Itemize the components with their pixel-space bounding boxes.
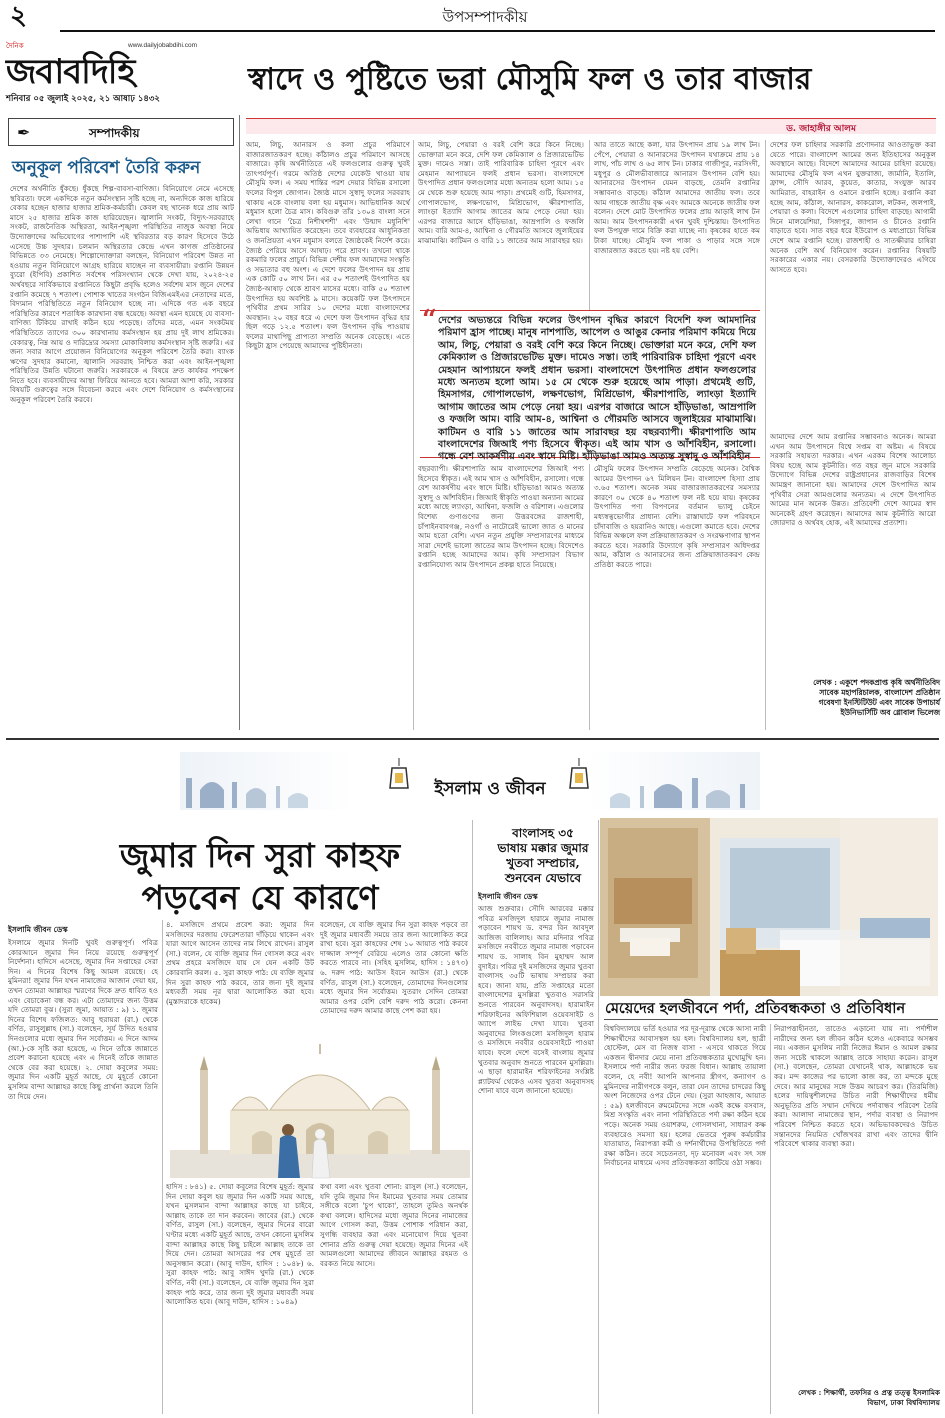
masthead-logo: জবাবদিহি <box>6 52 135 92</box>
islam2-desk: ইসলামি জীবন ডেস্ক <box>478 892 538 901</box>
islam3-col-1: বিশ্ববিদ্যালয়ে ভর্তি হওয়ার পর দূর-দূরান্ত থেকে আসা নারী শিক্ষার্থীদের আবাসস্থল হয় হল। বিশ্ববিদ্যালয় হল, ছাত্রী হোস্টেল, মেস বা নিজস্ব বাসা - এসবে থাকতে গিয়ে একজন দ্বীনদার মেয়ে নানা প্রতিবন্ধকতার মুখোমুখি হন। ইসলামে পর্দা নারীর জন্য ফরজ বিধান। আল্লাহ তায়ালা বলেন, হে নবী! আপনি আপনার স্ত্রীগণ, কন্যাগণ ও মুমিনদের নারীগণকে বলুন, তারা যেন তাদের চাদরের কিছু অংশ নিজেদের ওপর টেনে দেয়। (সুরা আহজাব, আয়াত : ৫৯) হলজীবনে রুমমেটদের সঙ্গে একই কক্ষে বসবাস, মিশ্র সংস্কৃতি এবং নানা পরিস্থিতিতে পর্দা রক্ষা কঠিন হয়ে পড়ে। অনেক সময় ওয়াশরুম, গোসলখানা, সাধারণ কক্ষ ব্যবহারেও সমস্যা হয়। হলের ভেতরে পুরুষ কর্মচারীর যাতায়াত, নিরাপত্তা কর্মী ও দর্শনার্থীদের উপস্থিতিতে পর্দা রক্ষা কঠিন। তবে সচেতনতা, দৃঢ় মনোবল এবং সৎ সঙ্গ নির্বাচনের মাধ্যমে এসব প্রতিবন্ধকতা কাটিয়ে ওঠা সম্ভব। <box>604 1024 766 1168</box>
rule <box>604 1019 938 1020</box>
lantern-icon <box>566 758 592 798</box>
mosque-skyline-left <box>180 760 330 808</box>
bio-line: ইউনিভার্সিটি অব গ্লোবাল ভিলেজ <box>840 708 940 717</box>
mosque-skyline-right <box>600 760 760 808</box>
page-number: ২ <box>10 1 27 31</box>
islam3-author-line: লেখক : শিক্ষার্থী, তফসির ও প্রত্ন তত্ত্ব ইসলামিক <box>798 1388 940 1397</box>
author-bio <box>735 678 940 730</box>
islam-banner <box>180 752 760 810</box>
mosque-illustration <box>170 1030 470 1178</box>
banner-title: ইসলাম ও জীবন <box>434 779 546 799</box>
islam2-head-line: শুনবেন যেভাবে <box>504 871 582 885</box>
lead-col-3b: মৌসুমি ফলের উৎপাদন সম্প্রতি বেড়েছে অনেক। বৈশ্বিক আমের উৎপাদন ৬৭ মিলিয়ন টন। বাংলাদেশ হিস্যা প্রায় ৩.৬৫ শতাংশ। অনেক সময় বাজারজাতকরণের সমস্যার কারণে ৩০ থেকে ৪০ শতাংশ ফল নষ্ট হয়ে যায়। কৃষকের উৎপাদিত পণ্য বিপণনের বর্তমান ভ্যালু চেইনে মধ্যস্বত্বভোগীর প্রাধান্য বেশি। রাস্তাঘাটে ফল পরিবহনে চাঁদাবাজি ও হয়রানিও আছে। এগুলো কমাতে হবে। দেশের বিভিন্ন অঞ্চলে ফল প্রক্রিয়াজাতকরণ ও সংরক্ষণাগার স্থাপন করতে হবে। সরকারি উদ্যোগে কৃষি সম্প্রসারণ অধিদপ্তর আম, কাঁঠাল ও আনারসের জন্য প্রক্রিয়াজাতকরণ কেন্দ্র প্রতিষ্ঠা করতে পারে। <box>594 464 760 569</box>
islam2-body: আজ শুক্রবার। সৌদি আরবের মক্কার পবিত্র মসজিদুল হারামে জুমার নামাজ পড়াবেন শায়খ ড. বন্দর বিন আবদুল আজিজ বালিলাহ। আর মদিনার পবিত্র মসজিদে নববীতে জুমার নামাজ পড়াবেন শায়খ ড. সালাহ বিন মুহাম্মদ আল বুদাইর। পবিত্র দুই মসজিদের জুমার খুতবা বাংলাসহ ৩৫টি ভাষায় সম্প্রচার করা হবে। জানা যায়, প্রতি সপ্তাহের মতো বাংলাদেশের মুসল্লিরা খুতবাও সরাসরি শুনতে পারবেন অনুবাদসহ। হারামাইন শরিফাইনের অফিশিয়াল ওয়েবসাইট ও অ্যাপে লাইভ দেখা যাবে। খুতবা অনুবাদের লিংকগুলো মসজিদুল হারাম ও মসজিদে নববীর ওয়েবসাইটে পাওয়া যাবে। ফলে দেশে বসেই বাংলায় জুমার খুতবার অনুবাদ শুনতে পারবেন মুসল্লিরা। এ ছাড়া হারামাইন শরিফাইনের সংশ্লিষ্ট প্ল্যাটফর্ম থেকেও এসব খুতবা অনুবাদসহ শোনা যাবে বলে জানানো হয়েছে। <box>478 904 594 1096</box>
masthead-date: শনিবার ০৫ জুলাই ২০২৫, ২১ আষাঢ় ১৪৩২ <box>6 94 160 104</box>
editorial-label: সম্পাদকীয় <box>89 126 140 140</box>
islam1-col-2b: হাদিস : ৮৪১) ৫. দোয়া কবুলের বিশেষ মুহূর্ত: জুমার দিন দোয়া কবুল হয় জুমার দিন একটি সময় আছে, যখন মুসলমান বান্দা আল্লাহর কাছে যা চাইবে, আল্লাহ তাকে তা দান করবেন। জাবের (রা.) থেকে বর্ণিত, রাসুল (সা.) বলেছেন, জুমার দিনের বারো ঘণ্টার মধ্যে একটি মুহূর্ত আছে, তখন কোনো মুসলিম বান্দা আল্লাহর কাছে কিছু চাইলে আল্লাহ তাকে তা দিয়ে দেন। তোমরা আসরের পর শেষ মুহূর্তে তা অনুসন্ধান করো। (আবু দাউদ, হাদিস : ১০৪৮) ৬. সুরা কাহফ পাঠ: আবু সাঈদ খুদরি (রা.) থেকে বর্ণিত, নবী (সা.) বলেছেন, যে ব্যক্তি জুমার দিন সুরা কাহফ পাঠ করে, তার জন্য দুই জুমার মধ্যবর্তী সময় আলোকিত হবে। (আবু দাউদ, হাদিস : ১০৪৯) <box>166 1182 314 1307</box>
masthead-tag: দৈনিক <box>6 42 24 50</box>
lead-col-3: আর তাতে আছে কলা, যার উৎপাদন প্রায় ১৯ লাখ টন। পেঁপে, পেয়ারা ও আনারসের উৎপাদন যথাক্রমে প্রায় ১৪ লাখ, পাঁচ লাখ ও ৬৫ লাখ টন। ঢাকার গাজীপুর, নরসিংদী, মধুপুর ও মৌলভীবাজারে আনারস উৎপাদন বেশি হয়। আনারসের উৎপাদন যেমন বাড়ছে, তেমনি রপ্তানির সম্ভাবনাও বাড়ছে। কাঁঠাল আমাদের জাতীয় ফল। তবে আম গাছকে জাতীয় বৃক্ষ এবং আমকে অনেকে জাতীয় ফল বলেন। দেশে মোট উৎপাদিত ফলের প্রায় আড়াই লাখ টন আম। আম উৎপাদনকারী এখন খুবই দুশ্চিন্তায়। উৎপাদিত ফল উপযুক্ত দামে বিক্রি করা যাচ্ছে না। কৃষকের হাতে কম টাকা যাচ্ছে। মৌসুমি ফল পাকা ও পাড়ার সঙ্গে সঙ্গে বাজারজাত করতে হয়। নষ্ট হয় বেশি। <box>594 140 760 255</box>
section-rule <box>6 738 939 740</box>
islam1-col-2: ৪. মসজিদে প্রথমে প্রবেশ করা: জুমার দিন মসজিদের দরজায় ফেরেশতারা দাঁড়িয়ে থাকেন এবং যারা আগে আসেন তাদের নাম লিখে রাখেন। রাসুল (সা.) বলেন, যে ব্যক্তি জুমার দিন গোসল করে এবং প্রথম প্রহরে মসজিদে যায় সে যেন একটি উট কোরবানি করল। ৫. সুরা কাহফ পাঠ: যে ব্যক্তি জুমার দিন সুরা কাহফ পাঠ করবে, তার জন্য দুই জুমার মধ্যবর্তী সময় নূর দ্বারা আলোকিত করা হবে। (মুস্তাদরাকে হাকেম) <box>166 920 314 1006</box>
editorial-label-box <box>8 118 234 146</box>
masthead-url: www.dailyjobabdihi.com <box>128 42 198 49</box>
islam2-head-line: ভাষায় মক্কার জুমার <box>497 841 589 855</box>
author-bar <box>246 118 936 134</box>
col-divider <box>589 140 590 310</box>
bio-line: লেখক : একুশে পদকপ্রাপ্ত কৃষি অর্থনীতিবিদ <box>813 678 940 687</box>
col-divider <box>598 820 599 1414</box>
islam1-desk: ইসলামি জীবন ডেস্ক <box>8 925 68 934</box>
islam1-col-1: ইসলামে জুমার দিনটি খুবই গুরুত্বপূর্ণ। পবিত্র কোরআনে জুমার দিন নিয়ে রয়েছে গুরুত্বপূর্ণ নির্দেশনা। হাদিসে এসেছে, জুমার দিন সপ্তাহের সেরা দিন। এ দিনের বিশেষ কিছু আমল রয়েছে। হে মুমিনরা! জুমার দিন যখন নামাজের আজান দেয়া হয়, তখন তোমরা আল্লাহর স্মরণের দিকে দ্রুত ধাবিত হও এবং বেচাকেনা বন্ধ কর। এটা তোমাদের জন্য উত্তম যদি তোমরা বুঝ। (সুরা জুমা, আয়াত : ৯) ১. জুমার দিনের বিশেষ ফজিলত: আবু হুরায়রা (রা.) থেকে বর্ণিত, রাসুলুল্লাহ (সা.) বলেছেন, সূর্য উদিত হওয়ার দিনগুলোর মধ্যে জুমার দিন সর্বোত্তম। এ দিনে আদম (আ.)-কে সৃষ্টি করা হয়েছে, এ দিনে তাঁকে জান্নাতে প্রবেশ করানো হয়েছে এবং এ দিনেই তাঁকে জান্নাত থেকে বের করা হয়েছে। ২. দোয়া কবুলের সময়: জুমার দিন একটি মুহূর্ত আছে, যে মুহূর্তে কোনো মুসলিম বান্দা আল্লাহর কাছে কিছু প্রার্থনা করলে তিনি তা দিয়ে দেন। <box>8 938 158 1101</box>
masthead <box>6 40 236 108</box>
pen-icon: ✒ <box>17 123 31 142</box>
author-name: ড. জাহাঙ্গীর আলম <box>786 124 856 134</box>
lantern-icon <box>386 758 412 798</box>
islam1-headline-line1: জুমার দিন সুরা কাহফ <box>119 836 401 875</box>
col-divider <box>765 140 766 730</box>
editorial-body: দেশের অর্থনীতি ধুঁকছে। ধুঁকছে শিল্প-বাবসা-বাণিজ্য। বিনিয়োগে নেমে এসেছে স্থবিরতা। ফলে একদিকে নতুন কর্মসংস্থান সৃষ্টি হচ্ছে না, অন্যদিকে কাজ হারিয়ে বেকার হচ্ছেন হাজার হাজার শ্রমিক-কর্মচারী। কেবল বছ খানেক ধরে প্রায় আট মাসে ২৫ হাজার শ্রমিক কাজ হারিয়েছেন। জ্বালানি সংকট, বিদ্যুৎ-সরবরাহে সংকট, রাজনৈতিক অস্থিরতা, আইন-শৃঙ্খলা পরিস্থিতির নাজুক অবস্থা নিয়ে উদ্যোক্তাদের অভিযোগের পাশাপাশি এই স্থবিরতার বড় কারণ হিসেবে উঠে এসেছে উচ্চ সুদহার। চলমান অস্থিরতার কেন্দ্রে এখন কাগজ প্রতিষ্ঠানের বিভিন্নতে ৩৩ নেমেছে। শিল্পোদ্যোক্তারা বলছেন, বিনিয়োগ পরিবেশ উন্নত না হওয়ায় নতুন বিনিয়োগে আগ্রহ হারিয়ে যাচ্ছেন না ব্যবসায়ীরা। রপ্তানি উন্নয়ন ব্যুরো (ইপিবি) প্রকাশিত সর্বশেষ পরিসংখ্যান থেকে দেখা যায়, ২০২৪-২৫ অর্থবছরে সার্বিকভাবে রপ্তানিতে কিছুটা প্রবৃদ্ধি হলেও সর্বশেষ মাস জুনে দেশের রপ্তানি কমেছে ৭ শতাংশ। পোশাক খাতের সংগঠন বিজিএমইএর নেতাদের মতে, বিদ্যমান পরিস্থিতিতে নতুন বিনিয়োগ হচ্ছে না। এদিকে গত এক বছরে পরিস্থিতির কারণে শতাধিক কারখানা বন্ধ হয়েছে। অবস্থা এমন হয়েছে যে ব্যবসা-বাণিজ্য টিকিয়ে রাখাই কঠিন হয়ে পড়েছে। তাঁদের মতে, এমন সংকটময় পরিস্থিতিতে ত্যাগের ৩০০ কারখানায় কর্মসংস্থান হয় প্রায় দুই লাখ শ্রমিকের। বেকারত্ব, নিম্ন আয় ও দারিদ্র্যের সমস্যা মোকাবিলায় কর্মসংস্থান সৃষ্টি জরুরি। এর জন্য সবার আগে প্রয়োজন বিনিয়োগের অনুকূল পরিবেশ তৈরি করা। ব্যাংক ঋণের সুদহার কমানো, জ্বালানি সরবরাহ নিশ্চিত করা এবং আইন-শৃঙ্খলা পরিস্থিতির উন্নতি ঘটানো জরুরি। সরকারকে এ বিষয়ে দ্রুত কার্যকর পদক্ষেপ নিতে হবে। ব্যবসায়ীদের আস্থা ফিরিয়ে আনতে হবে। আমরা আশা করি, সরকার বিষয়টি গুরুত্বের সঙ্গে বিবেচনা করবে এবং দেশে বিনিয়োগ ও কর্মসংস্থানের অনুকূল পরিবেশ তৈরি করবে। <box>10 184 234 405</box>
islam2-head-line: খুতবা সম্প্রচার, <box>506 856 580 870</box>
islam1-col-3: বলেছেন, যে ব্যক্তি জুমার দিন সুরা কাহফ পড়বে তা দুই জুমার মধ্যবর্তী সময়ে তার জন্য আলোকিত করে রাখা হবে। সুরা কাহফের শেষ ১০ আয়াত পাঠ করবে দাজ্জাল সম্পূর্ণ বেরিয়ে এলেও তার কোনো ক্ষতি করতে পারবে না। (সহিহ মুসলিম, হাদিস : ১৪৭৩) ৬. দরুদ পাঠ: আউস ইবনে আউস (রা.) থেকে বর্ণিত, রাসুল (সা.) বলেছেন, তোমাদের দিনগুলোর মধ্যে জুমার দিন সর্বোত্তম। সুতরাং সেদিন তোমরা আমার ওপর বেশি বেশি দরুদ পাঠ করো। কেননা তোমাদের দরুদ আমার কাছে পেশ করা হয়। <box>320 920 468 1016</box>
islam3-headline: মেয়েদের হলজীবনে পর্দা, প্রতিবন্ধকতা ও প্রতিবিধান <box>605 1000 906 1017</box>
col-divider <box>472 820 473 1414</box>
lead-col-4: দেশের ফল চাহিদার সরকারি প্রণোদনার আওতাভুক্ত করা যেতে পারে। বাংলাদেশ আমের জন্য ইতিহাসের অনুকূল অবস্থানে আছে। বিদেশে আমাদের আমের চাহিদা রয়েছে। আমাদের মৌসুমি ফল এখন যুক্তরাজ্য, জার্মানি, ইতালি, ফ্রান্স, সৌদি আরব, কুয়েত, কাতার, সংযুক্ত আরব আমিরাত, বাহরাইন ও ওমানে রপ্তানি হচ্ছে। রপ্তানি করা হচ্ছে আম, কাঁঠাল, আনারস, কাকরোল, লটকন, জলপাই, পেয়ারা ও কলা। বিদেশে এগুলোর চাহিদা বাড়ছে। আগামী দিনে মালয়েশিয়া, সিঙ্গাপুর, জাপান ও চীনেও রপ্তানি বাড়াতে হবে। সাত বছর ধরে ইউরোপ ও মধ্যপ্রাচ্যে বিভিন্ন দেশে আম রপ্তানি হচ্ছে। রাজশাহী ও সাতক্ষীরার চাষিরা অনেক বেশি অর্থ বিনিয়োগ করেন। রপ্তানির বিষয়টি সরকারের একার নয়। বেসরকারি উদ্যোক্তাদেরও এগিয়ে আসতে হবে। <box>770 140 936 274</box>
pull-quote: দেশের অভ্যন্তরে বিভিন্ন ফলের উৎপাদন বৃদ্ধির কারণে বিদেশি ফল আমদানির পরিমাণ হ্রাস পাচ্ছে। মানুষ নাশপাতি, আপেল ও আঙুর কেনার পরিমাণ কমিয়ে দিয়ে আম, লিচু, পেয়ারা ও বরই বেশি করে কিনে নিচ্ছে। ভোক্তারা মনে করে, দেশি ফল কেমিক্যাল ও প্রিজারভেটিভ মুক্ত। দামেও সস্তা। তাই পারিবারিক চাহিদা পূরণে এবং মেহমান আপ্যায়নে ফলই প্রধান ভরসা। বাংলাদেশে উৎপাদিত প্রধান ফলগুলোর মধ্যে অন্যতম হলো আম। ১৫ মে থেকে শুরু হয়েছে আম পাড়া। প্রথমেই গুটি, হিমসাগর, গোপালভোগ, লক্ষণভোগ, মিশ্রিভোগ, ক্ষীরশাপাতি, ল্যাংড়া ইত্যাদি আগাম জাতের আম পেড়ে নেয়া হয়। এরপর বাজারে আসে হাঁড়িভাঙা, আম্রপালি ও ফজলি আম। বারি আম-৪, আশ্বিনা ও গৌরমতি আসবে জুলাইয়ের মাঝামাঝি। কাটিমন ও বারি ১১ জাতের আম সারাবছর হয় বছরব্যাপী। ক্ষীরশাপাতি আম বাংলাদেশের জিআই পণ্য হিসেবে স্বীকৃত। এই আম খাস ও আঁশবিহীন, রসালো। গন্ধে বেশ আকর্ষণীয় এবং স্বাদে মিষ্টি। হাঁড়িভাঙা আমও অত্যন্ত সুস্বাদু ও আঁশবিহীন <box>438 315 756 463</box>
islam3-col-2: নিরাপত্তাহীনতা, তাতেও এড়ানো যায় না। পর্দাশীল নারীদের জন্য হল জীবন কঠিন হলেও একেবারে অসম্ভব নয়। একজন মুসলিম নারী নিজের ঈমান ও আমল রক্ষার জন্য সচেষ্ট থাকলে আল্লাহ তাকে সাহায্য করেন। রাসুল (সা.) বলেছেন, তোমরা যেখানেই থাক, আল্লাহকে ভয় কর। মন্দ কাজের পর ভালো কাজ কর, তা মন্দকে মুছে দেবে। আর মানুষের সঙ্গে উত্তম আচরণ কর। (তিরমিজি) হলের দায়িত্বশীলদের উচিত নারী শিক্ষার্থীদের ধর্মীয় অনুভূতির প্রতি সম্মান দেখিয়ে পর্দাবান্ধব পরিবেশ তৈরি করা। আলাদা নামাজের স্থান, পর্দার ব্যবস্থা ও নিরাপদ পরিবেশ নিশ্চিত করতে হবে। অভিভাবকদেরও উচিত সন্তানদের নিয়মিত খোঁজখবর রাখা এবং তাদের দ্বীনি পরিবেশে থাকার ব্যবস্থা করা। <box>774 1024 938 1149</box>
col-divider <box>770 1024 771 1414</box>
bio-line: গবেষণা ইনস্টিটিউট এবং সাবেক উপাচার্য <box>818 698 940 707</box>
lead-col-2: আম, লিচু, পেয়ারা ও বরই বেশি করে কিনে নিচ্ছে। ভোক্তারা মনে করে, দেশি ফল কেমিক্যাল ও প্রিজারভেটিভ মুক্ত। দামেও সস্তা। তাই পারিবারিক চাহিদা পূরণে এবং মেহমান আপ্যায়নে ফলই প্রধান ভরসা। বাংলাদেশে উৎপাদিত প্রধান ফলগুলোর মধ্যে অন্যতম হলো আম। ১৫ মে থেকে শুরু হয়েছে আম পাড়া। প্রথমেই গুটি, হিমসাগর, গোপালভোগ, লক্ষণভোগ, মিশ্রিভোগ, ক্ষীরশাপাতি, ল্যাংড়া ইত্যাদি আগাম জাতের আম পেড়ে নেয়া হয়। এরপর বাজারে আসে হাঁড়িভাঙা, আম্রপালি ও ফজলি আম। বারি আম-৪, আশ্বিনা ও গৌরমতি আসবে জুলাইয়ের মাঝামাঝি। কাটিমন ও বারি ১১ জাতের আম সারাবছর হয়। <box>418 140 584 245</box>
bio-line: সাবেক মহাপরিচালক, বাংলাদেশ প্রতিষ্ঠান <box>819 688 940 697</box>
lead-col-4b: আমাদের দেশে আম রপ্তানির সম্ভাবনাও অনেক। আমরা এখন আম উৎপাদনে বিশ্বে সপ্তম বা অষ্টম। এ বিষয়ে সরকারি সহায়তা দরকার। এখন এরকম বিশেষ আলোচ্য বিষয় হচ্ছে আম কুটনীতি। গত বছর জুন মাসে সরকারি উদ্যোগে বিভিন্ন দেশের রাষ্ট্রপ্রধানের রাজবাড়ির বিশেষ আমন্ত্রণ জানানো হয়। আমাদের দেশে উৎপাদিত আম পৃথিবীর সেরা আমগুলোর অন্যতম। এ দেশে উৎপাদিত আমের মান অনেক উন্নত। প্রতিবেশী দেশে আমের স্বাদ অনেকেই গ্রহণ করেছেন। আমাদের আম কুটনীতি আরো জোরদার ও অর্থবহ হোক, এই আমাদের প্রত্যাশা। <box>770 432 936 528</box>
section-label: উপসম্পাদকীয় <box>442 8 528 26</box>
lead-headline: স্বাদে ও পুষ্টিতে ভরা মৌসুমি ফল ও তার বাজার <box>248 62 812 97</box>
col-divider <box>589 464 590 730</box>
quote-icon: “ <box>422 305 437 335</box>
col-divider <box>413 140 414 730</box>
col-divider <box>162 920 163 1414</box>
hall-room-photo <box>600 818 938 996</box>
mosque-image <box>170 1030 470 1178</box>
islam2-headline <box>478 826 608 886</box>
lead-col-1: আম, লিচু, আনারস ও কলা প্রচুর পরিমাণে বাজারজাতকরণ হচ্ছে। কাঁঠালও প্রচুর পরিমাণে আসছে বাজারে। কৃষি অর্থনীতিতে এই ফলগুলোর গুরুত্ব খুবই তাৎপর্যপূর্ণ। গরমে অতিষ্ঠ দেশের যেকেউ খাওয়া যায় মৌসুমি ফল। এ সময় শান্তির পরশ দেয়ার বিভিন্ন রসালো ফলের বিপুল জোগান। জ্যৈষ্ঠ মাসে সুস্বাদু ফলের সরবরাহ থাকায় একে বাংলায় বলা হয় মধুমাস। আভিধানিক অর্থে মধুমাস হলো চৈত্র মাস। কবিগুরু তাঁর ১৩০৪ বাংলা সনে লেখা গানে 'চৈত্র নিশীথশশী' এবং 'উন্মাদ মধুনিশি' অভিধায় আখ্যায়িত করেছেন। তবে ব্যবহারের আধুনিকতা ও জনপ্রিয়তা এখন মধুমাস বলতে জ্যৈষ্ঠকেই নির্দেশ করে। জ্যৈষ্ঠ পেরিয়ে আসে আষাঢ়। পরে শ্রাবণ। তখনো থাকে রকমারি ফলের প্রাচুর্য। বিভিন্ন দেশীয় ফল আমাদের সংস্কৃতি ও সভ্যতার বহু অংশ। এ দেশে ফলের উৎপাদন হয় প্রায় এক কোটি ৫০ লাখ টন। এর ৫০ শতাংশই উৎপাদিত হয় জ্যৈষ্ঠ-আষাঢ় থেকে শ্রাবণ মাসের মধ্যে। বাকি ৫০ শতাংশ উৎপাদিত হয় অবশিষ্ট ৯ মাসে। কয়েকটি ফল উৎপাদনে পৃথিবীর প্রথম সারির ১০ দেশের মধ্যে বাংলাদেশের অবস্থান। ২০ বছর ধরে এ দেশে ফল উৎপাদন বৃদ্ধির হার ছিল গড়ে ১২.৫ শতাংশ। ফল উৎপাদন বৃদ্ধি পাওয়ায় ফলের মাথাপিছু প্রাপ্যতা সম্প্রতি অনেক বেড়েছে। এতে কিছুটা হ্রাস পেয়েছে আমাদের পুষ্টিহীনতা। <box>246 140 410 351</box>
header-rule <box>60 30 935 32</box>
islam2-head-line: বাংলাসহ ৩৫ <box>512 826 574 840</box>
islam3-author <box>740 1388 940 1408</box>
editorial-headline: অনুকূল পরিবেশ তৈরি করুন <box>12 158 201 178</box>
islam3-author-line: বিভাগ, ঢাকা বিশ্ববিদ্যালয় <box>867 1398 940 1407</box>
room-image <box>600 818 938 996</box>
editorial-divider <box>239 115 240 730</box>
lead-col-2b: বছরব্যাপী। ক্ষীরশাপাতি আম বাংলাদেশের জিআই পণ্য হিসেবে স্বীকৃত। এই আম খাস ও আঁশবিহীন, রসালো। গন্ধে বেশ আকর্ষণীয় এবং স্বাদে মিষ্টি। হাঁড়িভাঙা আমও অত্যন্ত সুস্বাদু ও আঁশবিহীন। জিআই স্বীকৃতি পাওয়া অন্যান্য আমের মধ্যে আছে ল্যাংড়া, আশ্বিনা, ফজলি ও বরিশাল। এগুলোর বিশেষ্য গুণাগুণের জন্য উত্তরবঙ্গের রাজশাহী, চাঁপাইনবাবগঞ্জ, নওগাঁ ও নাটোরেই ভালো জাত ও মানের আম হতো বেশি। এখন নতুন প্রযুক্তি সম্প্রসারণের মাধ্যমে সারা দেশেই ভালো জাতের আম উৎপাদন হচ্ছে। বিদেশেও রপ্তানি হচ্ছে আমাদের আম। কৃষি সম্প্রসারণ বিভাগ রপ্তানিযোগ্য আম উৎপাদনে প্রকল্প হাতে নিয়েছে। <box>418 464 585 569</box>
islam1-headline-line2: পড়বেন যে কারণে <box>141 878 379 917</box>
pull-quote-box <box>420 305 760 463</box>
islam1-col-3b: কথা বলা এবং খুতবা শোনা: রাসুল (সা.) বলেছেন, যদি তুমি জুমার দিন ইমামের খুতবার সময় তোমার সঙ্গীকে বলো 'চুপ থাকো', তাহলে তুমিও অনর্থক কথা বললে। হাদিসের মধ্যে জুমার দিনের নামাজের আগে গোসল করা, উত্তম পোশাক পরিধান করা, সুগন্ধি ব্যবহার করা এবং মনোযোগ দিয়ে খুতবা শোনার প্রতি গুরুত্ব দেয়া হয়েছে। জুমার দিনের এই আমলগুলো আমাদের জীবনে আল্লাহর রহমত ও বরকত নিয়ে আসে। <box>320 1182 468 1268</box>
